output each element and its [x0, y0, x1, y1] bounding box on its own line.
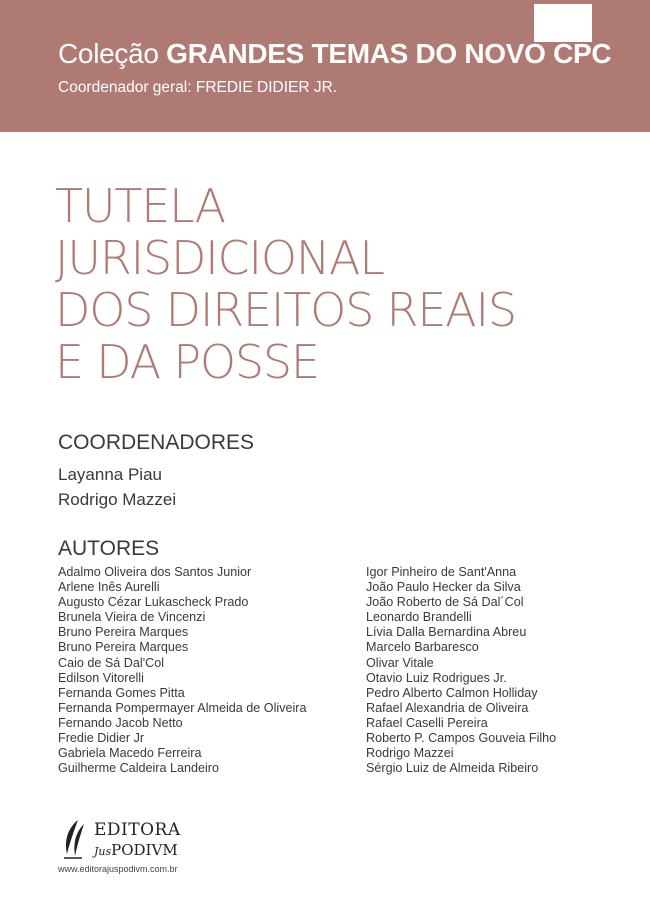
author-name: Bruno Pereira Marques: [58, 625, 189, 640]
author-name: Fredie Didier Jr: [58, 731, 145, 746]
coordinators-heading: COORDENADORES: [58, 431, 255, 454]
author-name: Marcelo Barbaresco: [366, 640, 479, 655]
authors-column-right: [366, 565, 556, 776]
author-name: Rafael Caselli Pereira: [366, 715, 488, 730]
author-name: Fernando Jacob Netto: [58, 715, 183, 730]
imprint-jus: Jus: [94, 845, 112, 858]
author-name: Rafael Alexandria de Oliveira: [366, 700, 529, 715]
author-name: Adalmo Oliveira dos Santos Junior: [58, 565, 252, 579]
author-name: Caio de Sá Dal'Col: [58, 655, 165, 670]
series-title: [58, 38, 611, 70]
imprint-podivm: PODIVM: [111, 841, 178, 859]
author-name: Gabriela Macedo Ferreira: [58, 746, 202, 761]
authors-heading: AUTORES: [58, 537, 160, 560]
title-line: TUTELA: [55, 179, 225, 233]
author-name: Rodrigo Mazzei: [366, 746, 454, 761]
author-name: Olivar Vitale: [366, 655, 434, 670]
author-name: Leonardo Brandelli: [366, 610, 472, 625]
coordinators-list: [58, 462, 176, 512]
series-prefix: Coleção: [58, 38, 159, 69]
general-coordinator: Coordenador geral: FREDIE DIDIER JR.: [58, 79, 338, 96]
author-name: Igor Pinheiro de Sant'Anna: [366, 565, 517, 579]
author-name: Roberto P. Campos Gouveia Filho: [366, 731, 557, 746]
banner-tab-notch: [534, 4, 592, 42]
title-line: E DA POSSE: [55, 335, 319, 389]
series-banner: [0, 0, 650, 132]
author-name: Edilson Vitorelli: [58, 670, 144, 685]
author-name: Sérgio Luiz de Almeida Ribeiro: [366, 761, 539, 776]
author-name: João Roberto de Sá Dal´Col: [366, 595, 524, 610]
author-name: Augusto Cézar Lukascheck Prado: [58, 595, 249, 610]
author-name: João Paulo Hecker da Silva: [366, 580, 521, 595]
author-name: Bruno Pereira Marques: [58, 640, 189, 655]
author-name: Pedro Alberto Calmon Holliday: [366, 685, 538, 700]
author-name: Lívia Dalla Bernardina Abreu: [366, 625, 527, 640]
quill-icon: [58, 818, 88, 862]
publisher-name: EDITORA: [94, 820, 181, 840]
book-title: [55, 180, 516, 388]
title-line: DOS DIREITOS REAIS: [55, 283, 516, 337]
publisher-imprint: [94, 841, 178, 859]
coordinator-name: Rodrigo Mazzei: [58, 490, 177, 509]
title-line: JURISDICIONAL: [55, 231, 384, 285]
author-name: Arlene Inês Aurelli: [58, 580, 160, 595]
author-name: Fernanda Gomes Pitta: [58, 685, 185, 700]
author-name: Brunela Vieira de Vincenzi: [58, 610, 206, 625]
authors-column-left: [58, 565, 307, 776]
publisher-logo: [58, 818, 258, 878]
publisher-url: www.editorajuspodivm.com.br: [58, 864, 178, 874]
author-name: Fernanda Pompermayer Almeida de Oliveira: [58, 700, 307, 715]
author-name: Guilherme Caldeira Landeiro: [58, 761, 220, 776]
series-name: GRANDES TEMAS DO NOVO CPC: [166, 38, 612, 69]
author-name: Otavio Luiz Rodrigues Jr.: [366, 670, 507, 685]
coordinator-name: Layanna Piau: [58, 465, 162, 484]
